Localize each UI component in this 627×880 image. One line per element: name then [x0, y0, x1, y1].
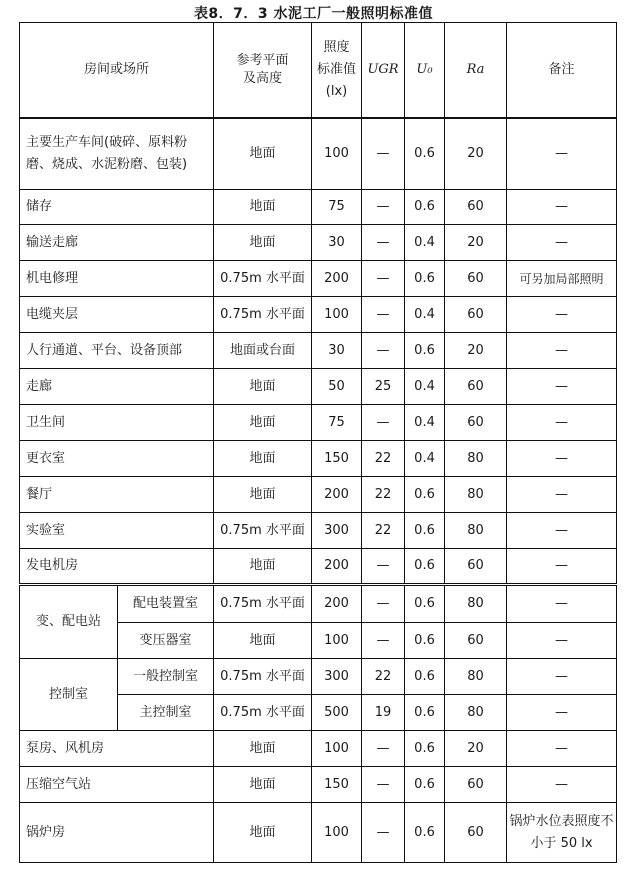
table-row	[20, 731, 617, 767]
table-row	[20, 513, 617, 549]
room-cell: 电缆夹层	[20, 297, 214, 333]
ugr-cell: —	[362, 585, 405, 623]
u0-cell: 0.6	[405, 190, 445, 225]
ra-cell: 60	[445, 190, 507, 225]
lux-cell: 300	[312, 513, 362, 549]
ra-cell: 80	[445, 659, 507, 695]
ugr-cell: —	[362, 731, 405, 767]
ugr-cell: —	[362, 803, 405, 863]
u0-cell: 0.6	[405, 333, 445, 369]
lux-cell: 100	[312, 623, 362, 659]
ugr-cell: —	[362, 118, 405, 190]
ugr-cell: 25	[362, 369, 405, 405]
note-cell: —	[507, 118, 617, 190]
note-cell: —	[507, 767, 617, 803]
ugr-cell: —	[362, 333, 405, 369]
room-cell: 主要生产车间(破碎、原料粉磨、烧成、水泥粉磨、包装)	[20, 118, 214, 190]
room-cell: 发电机房	[20, 549, 214, 585]
plane-cell: 地面	[214, 441, 312, 477]
note-cell: —	[507, 477, 617, 513]
note-cell: —	[507, 549, 617, 585]
table-row	[20, 549, 617, 585]
plane-cell: 地面或台面	[214, 333, 312, 369]
room-cell: 人行通道、平台、设备顶部	[20, 333, 214, 369]
lighting-standard-table	[19, 22, 617, 863]
lux-cell: 500	[312, 695, 362, 731]
plane-cell: 地面	[214, 190, 312, 225]
ugr-cell: —	[362, 225, 405, 261]
plane-cell: 地面	[214, 803, 312, 863]
plane-cell: 0.75m 水平面	[214, 261, 312, 297]
plane-cell: 地面	[214, 225, 312, 261]
ugr-cell: —	[362, 261, 405, 297]
plane-cell: 地面	[214, 405, 312, 441]
u0-cell: 0.4	[405, 225, 445, 261]
header-room: 房间或场所	[20, 23, 214, 118]
sub-room-cell: 一般控制室	[118, 659, 214, 695]
ra-cell: 60	[445, 623, 507, 659]
u0-cell: 0.6	[405, 695, 445, 731]
ra-cell: 60	[445, 405, 507, 441]
room-cell: 实验室	[20, 513, 214, 549]
header-u0: U₀	[405, 23, 445, 118]
header-lux: 照度 标准值 (lx)	[312, 23, 362, 118]
lux-cell: 75	[312, 405, 362, 441]
u0-cell: 0.6	[405, 585, 445, 623]
plane-cell: 地面	[214, 477, 312, 513]
ugr-cell: 22	[362, 659, 405, 695]
sub-room-cell: 主控制室	[118, 695, 214, 731]
plane-cell: 地面	[214, 549, 312, 585]
lux-cell: 150	[312, 767, 362, 803]
note-cell: —	[507, 441, 617, 477]
ra-cell: 80	[445, 585, 507, 623]
note-cell: —	[507, 369, 617, 405]
table-row	[20, 297, 617, 333]
ugr-cell: 22	[362, 441, 405, 477]
ugr-cell: 22	[362, 513, 405, 549]
u0-cell: 0.6	[405, 803, 445, 863]
u0-cell: 0.4	[405, 369, 445, 405]
ra-cell: 80	[445, 513, 507, 549]
note-cell: —	[507, 190, 617, 225]
note-cell: —	[507, 405, 617, 441]
ra-cell: 20	[445, 118, 507, 190]
room-cell: 泵房、风机房	[20, 731, 214, 767]
u0-cell: 0.4	[405, 441, 445, 477]
table-row	[20, 261, 617, 297]
u0-cell: 0.6	[405, 767, 445, 803]
ra-cell: 80	[445, 441, 507, 477]
room-cell: 压缩空气站	[20, 767, 214, 803]
u0-cell: 0.6	[405, 477, 445, 513]
lux-cell: 100	[312, 803, 362, 863]
lux-cell: 30	[312, 333, 362, 369]
lux-cell: 30	[312, 225, 362, 261]
plane-cell: 0.75m 水平面	[214, 513, 312, 549]
ugr-cell: 19	[362, 695, 405, 731]
ra-cell: 60	[445, 549, 507, 585]
table-row	[20, 190, 617, 225]
plane-cell: 地面	[214, 623, 312, 659]
table-row	[20, 585, 617, 623]
note-cell: —	[507, 513, 617, 549]
u0-cell: 0.6	[405, 731, 445, 767]
ra-cell: 80	[445, 477, 507, 513]
table-title: 表8．7．3 水泥工厂一般照明标准值	[193, 6, 434, 22]
header-plane: 参考平面 及高度	[214, 23, 312, 118]
lux-cell: 300	[312, 659, 362, 695]
room-cell: 锅炉房	[20, 803, 214, 863]
plane-cell: 地面	[214, 369, 312, 405]
ra-cell: 60	[445, 369, 507, 405]
ra-cell: 20	[445, 225, 507, 261]
table-row	[20, 441, 617, 477]
note-cell: —	[507, 623, 617, 659]
u0-cell: 0.6	[405, 513, 445, 549]
note-cell: —	[507, 585, 617, 623]
table-row	[20, 659, 617, 695]
lux-cell: 50	[312, 369, 362, 405]
note-cell: —	[507, 225, 617, 261]
ra-cell: 60	[445, 261, 507, 297]
group-cell-control: 控制室	[20, 659, 118, 731]
note-cell: —	[507, 333, 617, 369]
room-cell: 卫生间	[20, 405, 214, 441]
sub-room-cell: 变压器室	[118, 623, 214, 659]
plane-cell: 0.75m 水平面	[214, 585, 312, 623]
note-cell: —	[507, 731, 617, 767]
note-cell: —	[507, 297, 617, 333]
sub-room-cell: 配电装置室	[118, 585, 214, 623]
ugr-cell: —	[362, 623, 405, 659]
u0-cell: 0.4	[405, 405, 445, 441]
room-cell: 更衣室	[20, 441, 214, 477]
lux-cell: 200	[312, 585, 362, 623]
room-cell: 餐厅	[20, 477, 214, 513]
lux-cell: 150	[312, 441, 362, 477]
lux-cell: 100	[312, 297, 362, 333]
table-row	[20, 477, 617, 513]
group-cell-substation: 变、配电站	[20, 585, 118, 659]
header-row	[20, 23, 617, 118]
room-cell: 储存	[20, 190, 214, 225]
ugr-cell: —	[362, 190, 405, 225]
note-cell: —	[507, 659, 617, 695]
table-row	[20, 803, 617, 863]
header-ugr: UGR	[362, 23, 405, 118]
plane-cell: 0.75m 水平面	[214, 659, 312, 695]
lux-cell: 75	[312, 190, 362, 225]
ugr-cell: —	[362, 405, 405, 441]
u0-cell: 0.6	[405, 549, 445, 585]
note-cell: —	[507, 695, 617, 731]
plane-cell: 地面	[214, 767, 312, 803]
u0-cell: 0.6	[405, 659, 445, 695]
room-cell: 走廊	[20, 369, 214, 405]
plane-cell: 0.75m 水平面	[214, 297, 312, 333]
ra-cell: 20	[445, 731, 507, 767]
ugr-cell: —	[362, 549, 405, 585]
ugr-cell: —	[362, 767, 405, 803]
table-row	[20, 118, 617, 190]
lux-cell: 200	[312, 477, 362, 513]
room-cell: 机电修理	[20, 261, 214, 297]
u0-cell: 0.6	[405, 118, 445, 190]
table-row	[20, 767, 617, 803]
plane-cell: 0.75m 水平面	[214, 695, 312, 731]
ra-cell: 20	[445, 333, 507, 369]
lux-cell: 100	[312, 731, 362, 767]
u0-cell: 0.4	[405, 297, 445, 333]
ra-cell: 60	[445, 803, 507, 863]
u0-cell: 0.6	[405, 623, 445, 659]
room-cell: 输送走廊	[20, 225, 214, 261]
u0-cell: 0.6	[405, 261, 445, 297]
ugr-cell: —	[362, 297, 405, 333]
lux-cell: 200	[312, 549, 362, 585]
ra-cell: 60	[445, 767, 507, 803]
note-cell: 锅炉水位表照度不小于 50 lx	[507, 803, 617, 863]
header-ra: Ra	[445, 23, 507, 118]
ugr-cell: 22	[362, 477, 405, 513]
lux-cell: 100	[312, 118, 362, 190]
ra-cell: 80	[445, 695, 507, 731]
plane-cell: 地面	[214, 118, 312, 190]
note-cell: 可另加局部照明	[507, 261, 617, 297]
header-note: 备注	[507, 23, 617, 118]
table-row	[20, 369, 617, 405]
lux-cell: 200	[312, 261, 362, 297]
ra-cell: 60	[445, 297, 507, 333]
table-row	[20, 225, 617, 261]
plane-cell: 地面	[214, 731, 312, 767]
table-row	[20, 333, 617, 369]
table-row	[20, 405, 617, 441]
